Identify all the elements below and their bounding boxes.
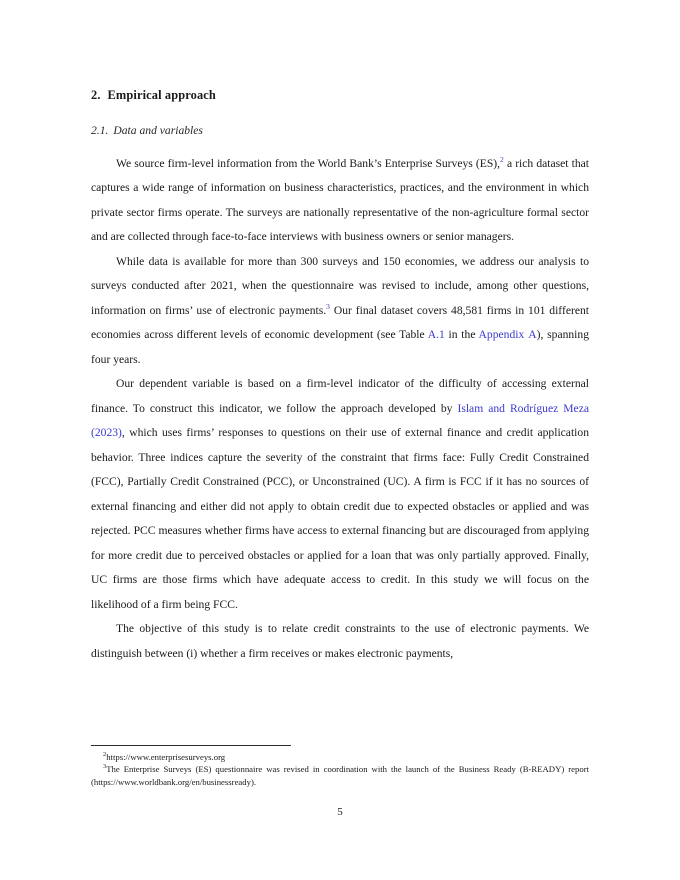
- footnote-marker-2[interactable]: 2: [500, 154, 504, 164]
- footnote-number-3: 3: [103, 763, 107, 771]
- section-heading: [91, 88, 589, 103]
- paragraph-text-cont: , which uses firms’ responses to questions on their use of external finance and credit application behavior. Three indices capture the severity of the constraint that firms face: Fully Credit Constrained (FCC), Partially Credit Constrained (PCC), or Unconstrained (UC). A firm is FCC if it has no sources of external financing and either did not apply to obtain credit due to expected obstacles or applied and was rejected. PCC measures whether firms have access to external financing but are discouraged from applying for more credit due to perceived obstacles or applied for a loan that was only partially approved. Finally, UC firms are those firms which have adequate access to credit. In this study we will focus on the likelihood of a firm being FCC.: [91, 426, 589, 611]
- paragraph-text: While data is available for more than 300 surveys and 150 economies, we address our analysis to surveys conducted after 2021, when the questionnaire was revised to include, among other questions, information on firms’ use of electronic payments.: [91, 254, 589, 317]
- paragraph-text: The objective of this study is to relate credit constraints to the use of electronic payments. We distinguish between (i) whether a firm receives or makes electronic payments,: [91, 622, 589, 660]
- footnote-text-2: https://www.enterprisesurveys.org: [106, 752, 226, 762]
- section-number: 2.: [91, 88, 101, 102]
- table-a1-link[interactable]: A.1: [427, 328, 445, 342]
- subsection-number: 2.1.: [91, 123, 109, 137]
- paragraph-sample-coverage: [91, 250, 589, 373]
- section-title: Empirical approach: [107, 88, 216, 102]
- footnote-2: [91, 751, 589, 763]
- page-number: 5: [337, 806, 343, 818]
- paragraph-dependent-variable: [91, 372, 589, 617]
- paragraph-objective: [91, 617, 589, 666]
- paragraph-text: We source firm-level information from the World Bank’s Enterprise Surveys (ES),: [116, 156, 501, 170]
- subsection-title: Data and variables: [113, 123, 203, 137]
- appendix-letter-link[interactable]: A: [528, 328, 537, 342]
- footnote-3: [91, 763, 589, 788]
- appendix-link[interactable]: Appendix: [478, 328, 525, 342]
- page-content: [91, 88, 589, 666]
- footnote-rule: [91, 745, 291, 746]
- paragraph-text-cont: Our final dataset covers 48,581 firms in 101 different economies across different levels of economic development (see Table: [91, 303, 589, 342]
- paragraph-text: Our dependent variable is based on a firm-level indicator of the difficulty of accessing external finance. To construct this indicator, we follow the approach developed by: [91, 377, 589, 415]
- paragraph-text-cont2: in the: [444, 328, 479, 342]
- footnotes-section: [91, 745, 589, 788]
- footnote-text-3: The Enterprise Surveys (ES) questionnaire was revised in coordination with the launch of the Business Ready (B-READY) report (https://www.worldbank.org/en/businessready).: [91, 764, 589, 787]
- subsection-heading: [91, 124, 589, 138]
- paragraph-text-cont: a rich dataset that captures a wide range of information on business characteristics, practices, and the environment in which private sector firms operate. The surveys are nationally representative of the non-agriculture formal sector and are collected through face-to-face interviews with business owners or senior managers.: [91, 156, 589, 244]
- paragraph-text-cont3: ), spanning four years.: [91, 328, 589, 366]
- citation-islam-rodriguez-meza-2023[interactable]: Islam and Rodríguez Meza (2023): [91, 401, 589, 440]
- footnote-number-2: 2: [103, 751, 107, 759]
- footnote-marker-3[interactable]: 3: [326, 301, 330, 311]
- paragraph-data-source: [91, 152, 589, 250]
